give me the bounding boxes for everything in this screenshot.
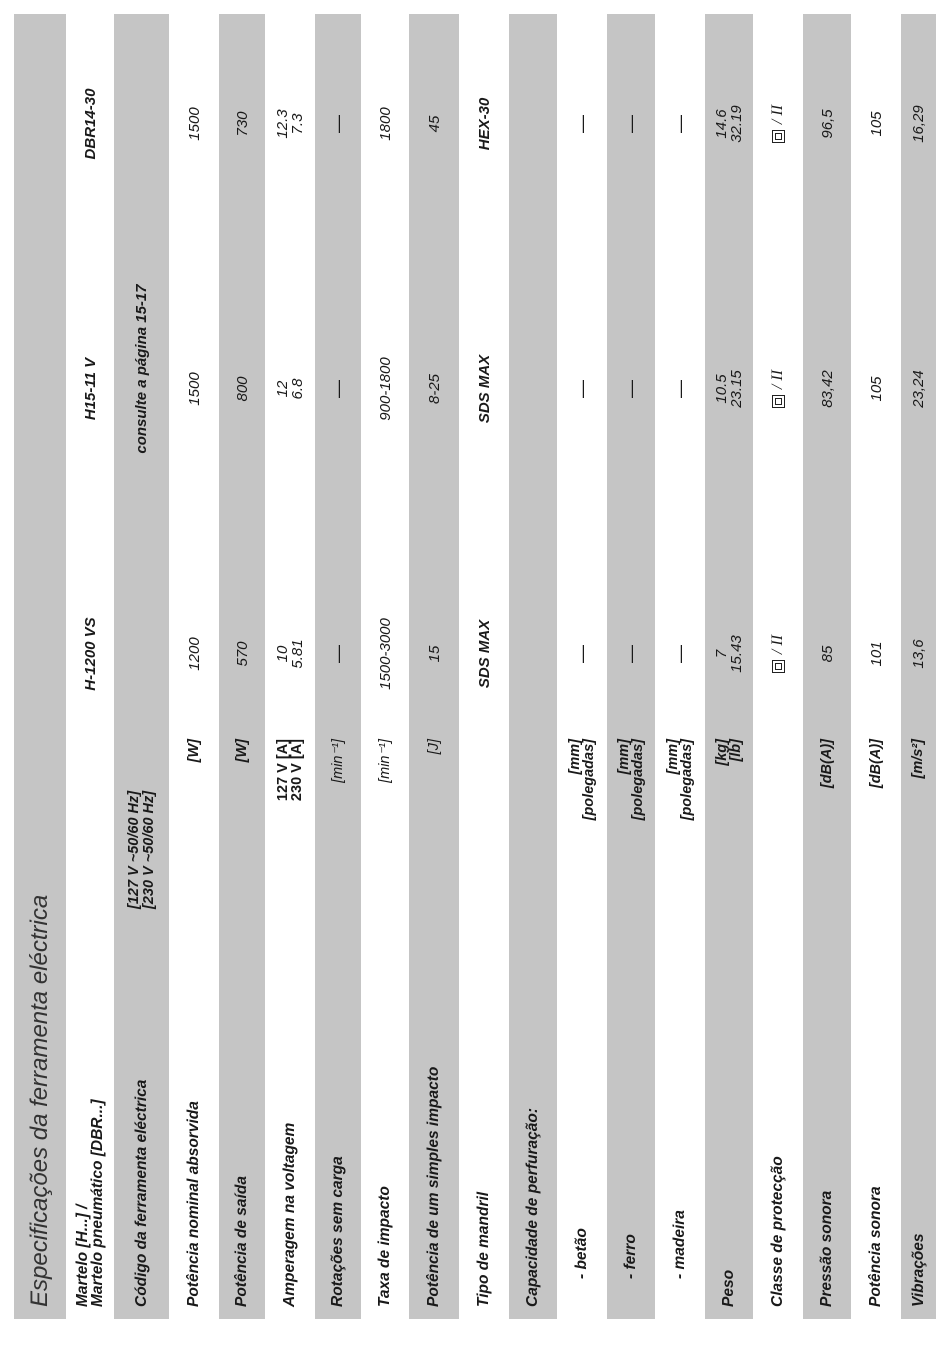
- row-code: [114, 14, 169, 1319]
- single-impact-v3: 45: [425, 115, 443, 133]
- row-power-in: [169, 14, 219, 1319]
- title-bar: [14, 14, 66, 1319]
- double-insulation-icon: [772, 130, 785, 143]
- amperage-unit-127: 127 V [A]: [274, 739, 291, 802]
- impact-rate-v2: 900-1800: [376, 357, 394, 421]
- amperage-v1-230: 5.81: [289, 639, 306, 669]
- sound-power-v3: 105: [867, 111, 885, 137]
- amperage-unit: [265, 739, 315, 889]
- power-out-v3: 730: [233, 111, 251, 137]
- impact-rate-label: Taxa de impacto: [376, 1186, 394, 1307]
- vibration-unit: [m/s²]: [910, 739, 927, 779]
- sound-pressure-v1: 85: [818, 645, 836, 663]
- power-in-unit: [W]: [185, 739, 202, 763]
- power-in-v2: 1500: [185, 372, 203, 406]
- power-out-v1: 570: [233, 641, 251, 667]
- power-out-label: Potência de saída: [233, 1176, 251, 1307]
- iron-v2: —: [621, 380, 641, 398]
- concrete-unit-mm: [mm]: [566, 739, 583, 775]
- amperage-v3: [265, 49, 315, 199]
- model-3: DBR14-30: [81, 88, 99, 160]
- weight-v1-kg: 7: [713, 649, 730, 659]
- wood-unit: [655, 739, 705, 889]
- power-in-label: Potência nominal absorvida: [185, 1101, 203, 1307]
- wood-v2: —: [670, 380, 690, 398]
- concrete-label: - betão: [573, 1228, 591, 1279]
- wood-label: - madeira: [671, 1210, 689, 1279]
- vibration-label: Vibrações: [909, 1233, 927, 1307]
- rpm-v3: —: [328, 115, 348, 133]
- weight-v2-lb: 23.15: [728, 370, 745, 408]
- impact-rate-unit: [min⁻¹]: [376, 739, 393, 783]
- weight-label: Peso: [720, 1269, 738, 1307]
- power-in-v1: 1200: [185, 637, 203, 671]
- chuck-v2: SDS MAX: [475, 354, 493, 424]
- wood-unit-in: [polegadas]: [679, 739, 695, 821]
- capacity-label: Capacidade de perfuração:: [524, 1108, 542, 1307]
- sound-pressure-label: Pressão sonora: [818, 1190, 836, 1307]
- sound-pressure-unit: [dB(A)]: [818, 739, 835, 789]
- model-2: H15-11 V: [81, 357, 99, 421]
- models-label-line2: Martelo pneumático [DBR...]: [89, 1099, 106, 1307]
- iron-v1: —: [621, 645, 641, 663]
- rpm-v1: —: [328, 645, 348, 663]
- impact-rate-v1: 1500-3000: [376, 618, 394, 690]
- rpm-v2: —: [328, 380, 348, 398]
- vibration-v1: 13,6: [910, 639, 927, 669]
- sound-pressure-v3: 96,5: [818, 109, 836, 139]
- code-unit-127: [127 V ~50/60 Hz]: [126, 790, 142, 909]
- single-impact-unit: [J]: [425, 739, 442, 755]
- amperage-v1: [265, 579, 315, 729]
- double-insulation-icon: [772, 395, 785, 408]
- double-insulation-icon: [772, 660, 785, 673]
- weight-unit-lb: [lb]: [728, 739, 744, 762]
- chuck-v1: SDS MAX: [475, 619, 493, 689]
- row-impact-rate: [361, 14, 409, 1319]
- amperage-unit-230: 230 V [A]: [289, 739, 305, 802]
- amperage-v3-230: 7.3: [289, 113, 306, 135]
- iron-unit-in: [polegadas]: [630, 739, 646, 821]
- row-weight: [705, 14, 753, 1319]
- vibration-v2: 23,24: [910, 370, 927, 408]
- rpm-label: Rotações sem carga: [329, 1156, 347, 1307]
- row-models: [66, 14, 114, 1319]
- code-merged: consulte a página 15-17: [133, 284, 150, 454]
- model-1: H-1200 VS: [81, 617, 99, 691]
- single-impact-label: Potência de um simples impacto: [425, 1066, 443, 1307]
- protection-v3-text: / II: [769, 104, 786, 125]
- row-protection: [753, 14, 803, 1319]
- protection-label: Classe de protecção: [769, 1156, 787, 1307]
- sound-power-unit: [dB(A)]: [867, 739, 884, 789]
- chuck-label: Tipo de mandril: [475, 1191, 493, 1307]
- page-title: Especificações da ferramenta eléctrica: [26, 894, 53, 1307]
- sound-power-v2: 105: [867, 376, 885, 402]
- amperage-v3-127: 12.3: [274, 109, 291, 139]
- iron-unit: [607, 739, 655, 889]
- single-impact-v2: 8-25: [425, 373, 443, 405]
- row-iron: [607, 14, 655, 1319]
- weight-unit-kg: [kg]: [713, 739, 730, 766]
- wood-v3: —: [670, 115, 690, 133]
- weight-v3-lb: 32.19: [728, 105, 745, 143]
- wood-unit-mm: [mm]: [664, 739, 681, 775]
- concrete-v1: —: [572, 645, 592, 663]
- protection-v3: [753, 49, 803, 199]
- row-capacity: [509, 14, 557, 1319]
- protection-v1: [753, 579, 803, 729]
- amperage-v2-230: 6.8: [289, 378, 306, 400]
- weight-v2-kg: 10.5: [713, 374, 730, 404]
- row-wood: [655, 14, 705, 1319]
- row-chuck: [459, 14, 509, 1319]
- impact-rate-v3: 1800: [376, 107, 394, 141]
- rpm-unit: [min⁻¹]: [329, 739, 346, 783]
- amperage-v2: [265, 314, 315, 464]
- weight-v1-lb: 15.43: [728, 635, 745, 673]
- concrete-unit-in: [polegadas]: [581, 739, 597, 821]
- weight-v1: [705, 579, 753, 729]
- vibration-v3: 16,29: [910, 105, 927, 143]
- protection-v1-text: / II: [769, 634, 786, 655]
- weight-v3-kg: 14.6: [713, 109, 730, 139]
- row-vibration: [901, 14, 936, 1319]
- weight-v2: [705, 314, 753, 464]
- protection-v2-text: / II: [769, 369, 786, 390]
- row-power-out: [219, 14, 265, 1319]
- code-unit-230: [230 V ~50/60 Hz]: [140, 790, 157, 909]
- models-label-line1: Martelo [H...] /: [73, 1204, 91, 1307]
- iron-label: - ferro: [622, 1234, 640, 1279]
- wood-v1: —: [670, 645, 690, 663]
- amperage-v1-127: 10: [274, 645, 291, 663]
- models-label: [66, 887, 114, 1307]
- power-out-v2: 800: [233, 376, 251, 402]
- row-rpm: [315, 14, 361, 1319]
- row-single-impact: [409, 14, 459, 1319]
- concrete-v2: —: [572, 380, 592, 398]
- sound-pressure-v2: 83,42: [818, 370, 836, 408]
- sound-power-v1: 101: [867, 641, 885, 667]
- iron-v3: —: [621, 115, 641, 133]
- row-sound-power: [851, 14, 901, 1319]
- iron-unit-mm: [mm]: [615, 739, 632, 775]
- power-in-v3: 1500: [185, 107, 203, 141]
- spec-table: [14, 14, 936, 1319]
- concrete-unit: [557, 739, 607, 889]
- concrete-v3: —: [572, 115, 592, 133]
- row-concrete: [557, 14, 607, 1319]
- amperage-label: Amperagem na voltagem: [281, 1122, 299, 1307]
- amperage-v2-127: 12: [274, 380, 291, 398]
- power-out-unit: [W]: [233, 739, 250, 763]
- row-sound-pressure: [803, 14, 851, 1319]
- code-unit: [114, 749, 169, 909]
- row-amperage: [265, 14, 315, 1319]
- code-label: Código da ferramenta eléctrica: [132, 1079, 150, 1307]
- single-impact-v1: 15: [425, 645, 443, 663]
- weight-unit: [705, 739, 753, 889]
- sound-power-label: Potência sonora: [867, 1186, 885, 1307]
- weight-v3: [705, 49, 753, 199]
- chuck-v3: HEX-30: [475, 97, 493, 151]
- protection-v2: [753, 314, 803, 464]
